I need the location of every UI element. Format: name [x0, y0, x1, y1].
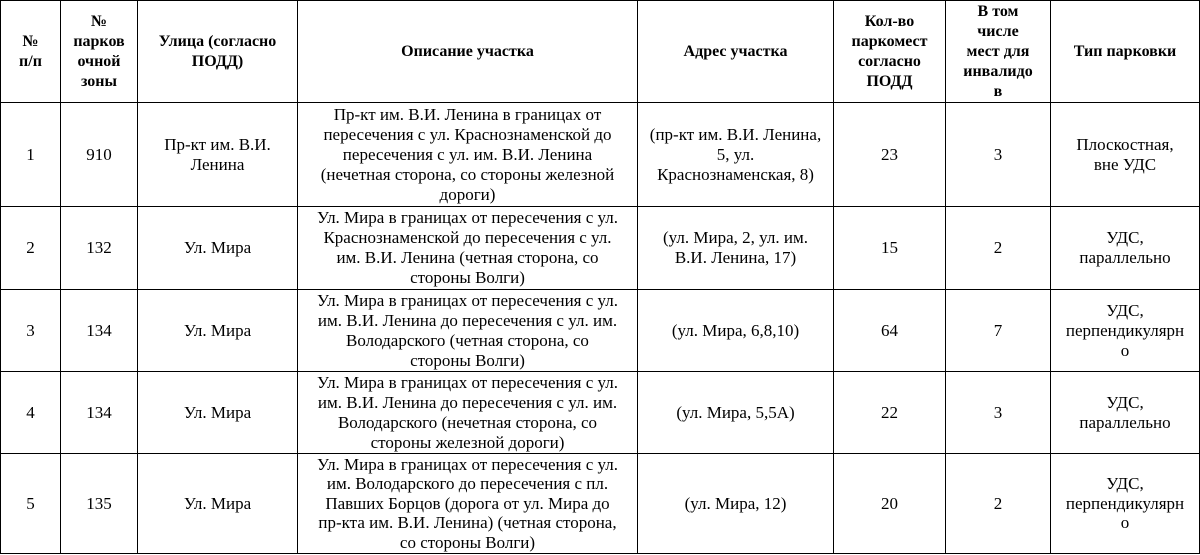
- cell-spaces: 22: [834, 372, 946, 454]
- cell-parking-type: УДС, перпендикулярн о: [1051, 454, 1200, 554]
- cell-parking-type: УДС, параллельно: [1051, 372, 1200, 454]
- cell-parking-type: УДС, параллельно: [1051, 207, 1200, 290]
- table-row: [1, 103, 1200, 207]
- cell-disabled-spaces: 2: [946, 207, 1051, 290]
- header-street: Улица (согласно ПОДД): [138, 1, 298, 103]
- header-address: Адрес участка: [638, 1, 834, 103]
- header-disabled-spaces: В том числе мест для инвалидо в: [946, 1, 1051, 103]
- cell-description: Пр-кт им. В.И. Ленина в границах от пересечения с ул. Краснознаменской до пересечения с ул. им. В.И. Ленина (нечетная сторона, со стороны железной дороги): [298, 103, 638, 207]
- cell-spaces: 15: [834, 207, 946, 290]
- cell-address: (ул. Мира, 2, ул. им. В.И. Ленина, 17): [638, 207, 834, 290]
- cell-zone: 910: [61, 103, 138, 207]
- table-row: [1, 454, 1200, 554]
- cell-description: Ул. Мира в границах от пересечения с ул. Краснознаменской до пересечения с ул. им. В.И. Ленина (четная сторона, со стороны Волги): [298, 207, 638, 290]
- cell-description: Ул. Мира в границах от пересечения с ул. им. В.И. Ленина до пересечения с ул. им. Володарского (четная сторона, со стороны Волги): [298, 290, 638, 372]
- cell-zone: 132: [61, 207, 138, 290]
- table-row: [1, 372, 1200, 454]
- cell-number: 1: [1, 103, 61, 207]
- cell-number: 3: [1, 290, 61, 372]
- table-header-row: [1, 1, 1200, 103]
- cell-street: Ул. Мира: [138, 372, 298, 454]
- cell-zone: 134: [61, 372, 138, 454]
- cell-zone: 134: [61, 290, 138, 372]
- cell-disabled-spaces: 2: [946, 454, 1051, 554]
- cell-street: Ул. Мира: [138, 290, 298, 372]
- header-zone: № парков очной зоны: [61, 1, 138, 103]
- table-row: [1, 290, 1200, 372]
- header-number: № п/п: [1, 1, 61, 103]
- cell-description: Ул. Мира в границах от пересечения с ул. им. Володарского до пересечения с пл. Павших Борцов (дорога от ул. Мира до пр-кта им. В.И. Ленина) (четная сторона, со стороны Волги): [298, 454, 638, 554]
- cell-number: 4: [1, 372, 61, 454]
- cell-street: Ул. Мира: [138, 454, 298, 554]
- cell-parking-type: УДС, перпендикулярн о: [1051, 290, 1200, 372]
- cell-spaces: 23: [834, 103, 946, 207]
- table-row: [1, 207, 1200, 290]
- cell-description: Ул. Мира в границах от пересечения с ул. им. В.И. Ленина до пересечения с ул. им. Володарского (нечетная сторона, со стороны железной дороги): [298, 372, 638, 454]
- header-description: Описание участка: [298, 1, 638, 103]
- cell-street: Пр-кт им. В.И. Ленина: [138, 103, 298, 207]
- cell-spaces: 20: [834, 454, 946, 554]
- cell-street: Ул. Мира: [138, 207, 298, 290]
- cell-zone: 135: [61, 454, 138, 554]
- cell-address: (ул. Мира, 5,5А): [638, 372, 834, 454]
- header-spaces: Кол-во паркомест согласно ПОДД: [834, 1, 946, 103]
- cell-number: 5: [1, 454, 61, 554]
- cell-address: (ул. Мира, 6,8,10): [638, 290, 834, 372]
- cell-number: 2: [1, 207, 61, 290]
- cell-address: (ул. Мира, 12): [638, 454, 834, 554]
- cell-disabled-spaces: 3: [946, 372, 1051, 454]
- header-parking-type: Тип парковки: [1051, 1, 1200, 103]
- cell-parking-type: Плоскостная, вне УДС: [1051, 103, 1200, 207]
- cell-address: (пр-кт им. В.И. Ленина, 5, ул. Краснознаменская, 8): [638, 103, 834, 207]
- cell-spaces: 64: [834, 290, 946, 372]
- cell-disabled-spaces: 7: [946, 290, 1051, 372]
- cell-disabled-spaces: 3: [946, 103, 1051, 207]
